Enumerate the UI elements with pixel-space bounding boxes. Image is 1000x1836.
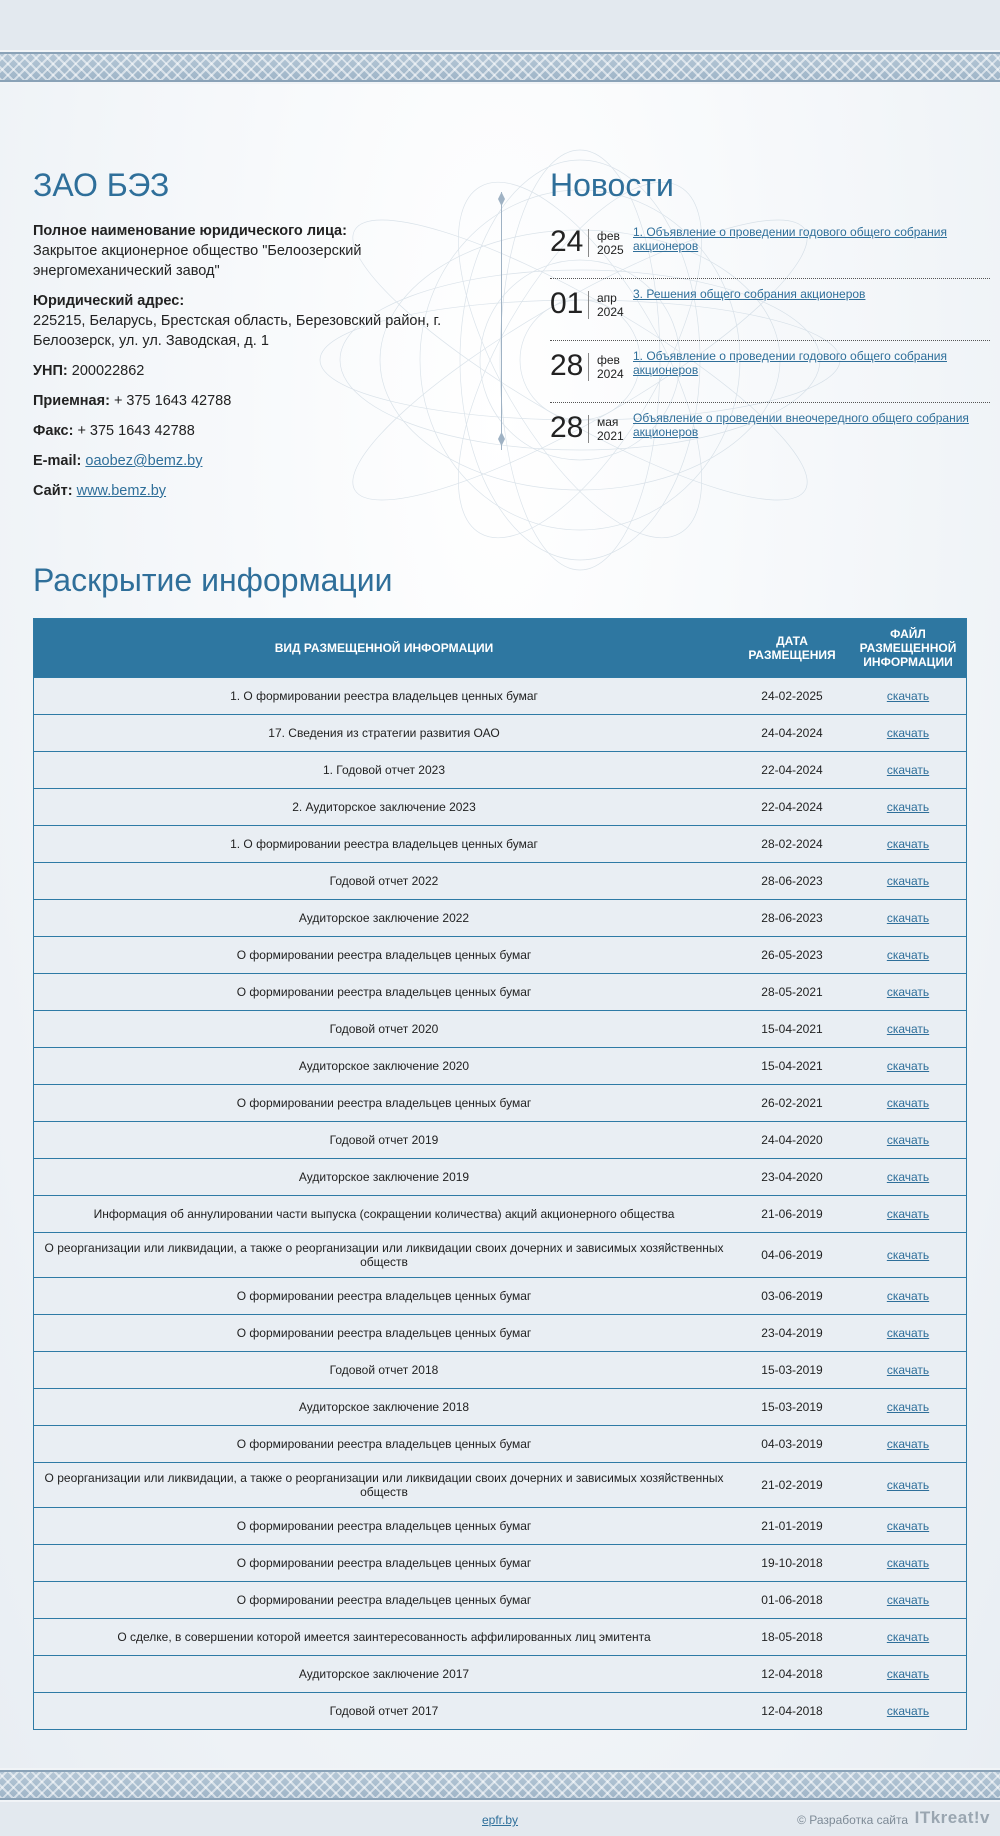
download-link[interactable]: скачать <box>886 947 930 962</box>
news-title: Новости <box>550 167 674 203</box>
download-link[interactable]: скачать <box>886 1436 930 1451</box>
table-row <box>34 1618 966 1655</box>
table-row <box>34 1544 966 1581</box>
table-row <box>34 1232 966 1277</box>
table-row <box>34 788 966 825</box>
row-file <box>850 1195 966 1232</box>
row-type: О формировании реестра владельцев ценных бумаг <box>34 1277 734 1314</box>
table-row <box>34 1507 966 1544</box>
news-link[interactable]: 1. Объявление о проведении годового общего собрания акционеров <box>633 349 947 377</box>
row-type: Аудиторское заключение 2017 <box>34 1655 734 1692</box>
news-month: мая <box>597 415 619 429</box>
download-link[interactable]: скачать <box>886 836 930 851</box>
news-link[interactable]: Объявление о проведении внеочередного общего собрания акционеров <box>633 411 969 439</box>
footer-link[interactable]: epfr.by <box>482 1813 519 1827</box>
download-link[interactable]: скачать <box>886 1288 930 1303</box>
table-row <box>34 751 966 788</box>
table-row <box>34 862 966 899</box>
download-link[interactable]: скачать <box>886 1629 930 1644</box>
row-file <box>850 1277 966 1314</box>
table-row <box>34 825 966 862</box>
download-link[interactable]: скачать <box>886 762 930 777</box>
table-row <box>34 1047 966 1084</box>
fax-row <box>33 421 463 441</box>
row-date: 24-04-2024 <box>734 714 850 751</box>
news-link[interactable]: 1. Объявление о проведении годового общего собрания акционеров <box>633 225 947 253</box>
download-link[interactable]: скачать <box>886 1703 930 1718</box>
row-file <box>850 825 966 862</box>
news-year: 2024 <box>597 305 624 319</box>
news-month-year <box>588 415 633 443</box>
row-file <box>850 1047 966 1084</box>
news-year: 2024 <box>597 367 624 381</box>
news-year: 2021 <box>597 429 624 443</box>
download-link[interactable]: скачать <box>886 910 930 925</box>
divider-ornament-top <box>497 192 506 206</box>
fax-label: Факс: <box>33 423 74 439</box>
news-day: 28 <box>550 411 584 444</box>
row-date: 26-02-2021 <box>734 1084 850 1121</box>
row-date: 24-02-2025 <box>734 677 850 714</box>
row-file <box>850 1618 966 1655</box>
unp-value: 200022862 <box>71 363 145 379</box>
news-item <box>550 279 990 341</box>
row-type: О формировании реестра владельцев ценных бумаг <box>34 973 734 1010</box>
table-row <box>34 1121 966 1158</box>
row-file <box>850 899 966 936</box>
row-file <box>850 1655 966 1692</box>
news-month: фев <box>597 229 620 243</box>
row-date: 18-05-2018 <box>734 1618 850 1655</box>
company-title: ЗАО БЭЗ <box>33 167 170 203</box>
news-month: апр <box>597 291 617 305</box>
header-file-line1: ФАЙЛ <box>890 626 926 641</box>
row-type: О формировании реестра владельцев ценных бумаг <box>34 936 734 973</box>
news-month-year <box>588 229 633 257</box>
row-date: 28-06-2023 <box>734 899 850 936</box>
row-date: 26-05-2023 <box>734 936 850 973</box>
column-divider <box>501 192 502 450</box>
table-row <box>34 1277 966 1314</box>
row-type: О реорганизации или ликвидации, а также о реорганизации или ликвидации своих дочерних и зависимых хозяйственных обществ <box>34 1462 734 1507</box>
row-date: 23-04-2020 <box>734 1158 850 1195</box>
table-row <box>34 677 966 714</box>
table-row <box>34 1010 966 1047</box>
row-file <box>850 714 966 751</box>
table-row <box>34 1655 966 1692</box>
footer <box>0 1802 1000 1836</box>
row-type: О формировании реестра владельцев ценных бумаг <box>34 1425 734 1462</box>
download-link[interactable]: скачать <box>886 1555 930 1570</box>
download-link[interactable]: скачать <box>886 1666 930 1681</box>
news-month-year <box>588 291 633 319</box>
news-list <box>550 217 990 465</box>
address-row <box>33 291 463 351</box>
table-body <box>34 677 966 1729</box>
row-date: 28-05-2021 <box>734 973 850 1010</box>
table-row <box>34 1351 966 1388</box>
row-file <box>850 1507 966 1544</box>
full-name-label: Полное наименование юридического лица: <box>33 223 347 239</box>
header-file <box>850 619 966 677</box>
row-date: 15-03-2019 <box>734 1388 850 1425</box>
developer-logo[interactable]: ITkreat!v <box>914 1808 990 1827</box>
row-date: 12-04-2018 <box>734 1692 850 1729</box>
row-date: 23-04-2019 <box>734 1314 850 1351</box>
download-link[interactable]: скачать <box>886 688 930 703</box>
table-row <box>34 1195 966 1232</box>
download-link[interactable]: скачать <box>886 1362 930 1377</box>
row-file <box>850 1158 966 1195</box>
download-link[interactable]: скачать <box>886 1095 930 1110</box>
news-item <box>550 217 990 279</box>
download-link[interactable]: скачать <box>886 1169 930 1184</box>
site-row <box>33 481 463 501</box>
row-file <box>850 936 966 973</box>
download-link[interactable]: скачать <box>886 1518 930 1533</box>
row-type: О формировании реестра владельцев ценных бумаг <box>34 1507 734 1544</box>
row-date: 22-04-2024 <box>734 751 850 788</box>
news-year: 2025 <box>597 243 624 257</box>
download-link[interactable]: скачать <box>886 1206 930 1221</box>
table-row <box>34 936 966 973</box>
download-link[interactable]: скачать <box>886 1058 930 1073</box>
row-type: О реорганизации или ликвидации, а также о реорганизации или ликвидации своих дочерних и зависимых хозяйственных обществ <box>34 1232 734 1277</box>
download-link[interactable]: скачать <box>886 1021 930 1036</box>
header-ornament <box>0 52 1000 82</box>
address-value: 225215, Беларусь, Брестская область, Березовский район, г. Белоозерск, ул. ул. Заводская, д. 1 <box>33 313 442 349</box>
row-type: 1. Годовой отчет 2023 <box>34 751 734 788</box>
address-label: Юридический адрес: <box>33 293 185 309</box>
row-file <box>850 1388 966 1425</box>
table-row <box>34 973 966 1010</box>
full-name-row <box>33 221 463 281</box>
header-file-line2: РАЗМЕЩЕННОЙ <box>859 640 957 655</box>
row-file <box>850 677 966 714</box>
row-file <box>850 788 966 825</box>
news-month: фев <box>597 353 620 367</box>
row-file <box>850 1425 966 1462</box>
unp-row <box>33 361 463 381</box>
top-bar <box>0 0 1000 50</box>
row-type: Аудиторское заключение 2018 <box>34 1388 734 1425</box>
fax-value: + 375 1643 42788 <box>77 423 195 439</box>
email-link[interactable]: oaobez@bemz.by <box>85 453 203 469</box>
row-date: 12-04-2018 <box>734 1655 850 1692</box>
row-file <box>850 862 966 899</box>
download-link[interactable]: скачать <box>886 799 930 814</box>
row-type: Годовой отчет 2018 <box>34 1351 734 1388</box>
row-type: Годовой отчет 2017 <box>34 1692 734 1729</box>
news-day: 28 <box>550 349 584 382</box>
header-date <box>734 619 850 677</box>
row-type: О формировании реестра владельцев ценных бумаг <box>34 1581 734 1618</box>
row-date: 21-06-2019 <box>734 1195 850 1232</box>
table-row <box>34 1692 966 1729</box>
table-row <box>34 1388 966 1425</box>
row-type: О формировании реестра владельцев ценных бумаг <box>34 1314 734 1351</box>
table-row <box>34 1581 966 1618</box>
news-link[interactable]: 3. Решения общего собрания акционеров <box>633 287 866 301</box>
divider-ornament-bottom <box>497 432 506 446</box>
news-day: 01 <box>550 287 584 320</box>
row-type: Аудиторское заключение 2022 <box>34 899 734 936</box>
download-link[interactable]: скачать <box>886 1592 930 1607</box>
row-date: 15-04-2021 <box>734 1010 850 1047</box>
row-file <box>850 973 966 1010</box>
row-date: 04-03-2019 <box>734 1425 850 1462</box>
table-row <box>34 1158 966 1195</box>
header-file-line3: ИНФОРМАЦИИ <box>863 654 953 669</box>
table-header-row <box>34 619 966 677</box>
email-row <box>33 451 463 471</box>
row-type: О сделке, в совершении которой имеется заинтересованность аффилированных лиц эмитента <box>34 1618 734 1655</box>
row-file <box>850 1462 966 1507</box>
table-row <box>34 1084 966 1121</box>
row-type: Аудиторское заключение 2020 <box>34 1047 734 1084</box>
download-link[interactable]: скачать <box>886 1132 930 1147</box>
table-row <box>34 1425 966 1462</box>
row-type: О формировании реестра владельцев ценных бумаг <box>34 1084 734 1121</box>
news-item <box>550 341 990 403</box>
table-row <box>34 1462 966 1507</box>
download-link[interactable]: скачать <box>886 984 930 999</box>
download-link[interactable]: скачать <box>886 1247 930 1262</box>
download-link[interactable]: скачать <box>886 725 930 740</box>
header-type: ВИД РАЗМЕЩЕННОЙ ИНФОРМАЦИИ <box>34 619 734 677</box>
footer-ornament <box>0 1770 1000 1800</box>
download-link[interactable]: скачать <box>886 1399 930 1414</box>
table-row <box>34 714 966 751</box>
row-type: Информация об аннулировании части выпуска (сокращении количества) акций акционерного общества <box>34 1195 734 1232</box>
row-type: 1. О формировании реестра владельцев ценных бумаг <box>34 825 734 862</box>
download-link[interactable]: скачать <box>886 1477 930 1492</box>
news-item <box>550 403 990 465</box>
disclosure-title: Раскрытие информации <box>33 562 393 598</box>
row-type: Годовой отчет 2020 <box>34 1010 734 1047</box>
row-file <box>850 1314 966 1351</box>
header-date-line1: ДАТА <box>776 633 808 648</box>
row-file <box>850 1121 966 1158</box>
row-type: Годовой отчет 2022 <box>34 862 734 899</box>
row-file <box>850 1010 966 1047</box>
row-date: 21-01-2019 <box>734 1507 850 1544</box>
email-label: E-mail: <box>33 453 82 469</box>
table-row <box>34 1314 966 1351</box>
reception-value: + 375 1643 42788 <box>113 393 232 409</box>
table-row <box>34 899 966 936</box>
row-type: 17. Сведения из стратегии развития ОАО <box>34 714 734 751</box>
row-date: 15-03-2019 <box>734 1351 850 1388</box>
row-type: 2. Аудиторское заключение 2023 <box>34 788 734 825</box>
company-info <box>33 165 463 511</box>
row-date: 15-04-2021 <box>734 1047 850 1084</box>
row-date: 24-04-2020 <box>734 1121 850 1158</box>
site-label: Сайт: <box>33 483 73 499</box>
news-month-year <box>588 353 633 381</box>
unp-label: УНП: <box>33 363 68 379</box>
header-date-line2: РАЗМЕЩЕНИЯ <box>748 647 836 662</box>
row-date: 03-06-2019 <box>734 1277 850 1314</box>
row-date: 22-04-2024 <box>734 788 850 825</box>
row-date: 19-10-2018 <box>734 1544 850 1581</box>
row-type: Годовой отчет 2019 <box>34 1121 734 1158</box>
row-type: Аудиторское заключение 2019 <box>34 1158 734 1195</box>
full-name-value: Закрытое акционерное общество "Белоозерский энергомеханический завод" <box>33 243 362 279</box>
reception-row <box>33 391 463 411</box>
news-day: 24 <box>550 225 584 258</box>
row-file <box>850 1544 966 1581</box>
row-date: 28-06-2023 <box>734 862 850 899</box>
disclosure-table <box>33 618 967 1730</box>
row-date: 04-06-2019 <box>734 1232 850 1277</box>
row-date: 21-02-2019 <box>734 1462 850 1507</box>
site-link[interactable]: www.bemz.by <box>76 483 167 499</box>
row-file <box>850 1351 966 1388</box>
download-link[interactable]: скачать <box>886 873 930 888</box>
row-file <box>850 1232 966 1277</box>
row-file <box>850 1084 966 1121</box>
row-file <box>850 1692 966 1729</box>
row-type: 1. О формировании реестра владельцев ценных бумаг <box>34 677 734 714</box>
row-date: 28-02-2024 <box>734 825 850 862</box>
download-link[interactable]: скачать <box>886 1325 930 1340</box>
row-file <box>850 1581 966 1618</box>
news-section <box>550 165 990 465</box>
footer-credit: © Разработка сайта <box>797 1813 908 1827</box>
row-date: 01-06-2018 <box>734 1581 850 1618</box>
reception-label: Приемная: <box>33 393 110 409</box>
row-type: О формировании реестра владельцев ценных бумаг <box>34 1544 734 1581</box>
row-file <box>850 751 966 788</box>
